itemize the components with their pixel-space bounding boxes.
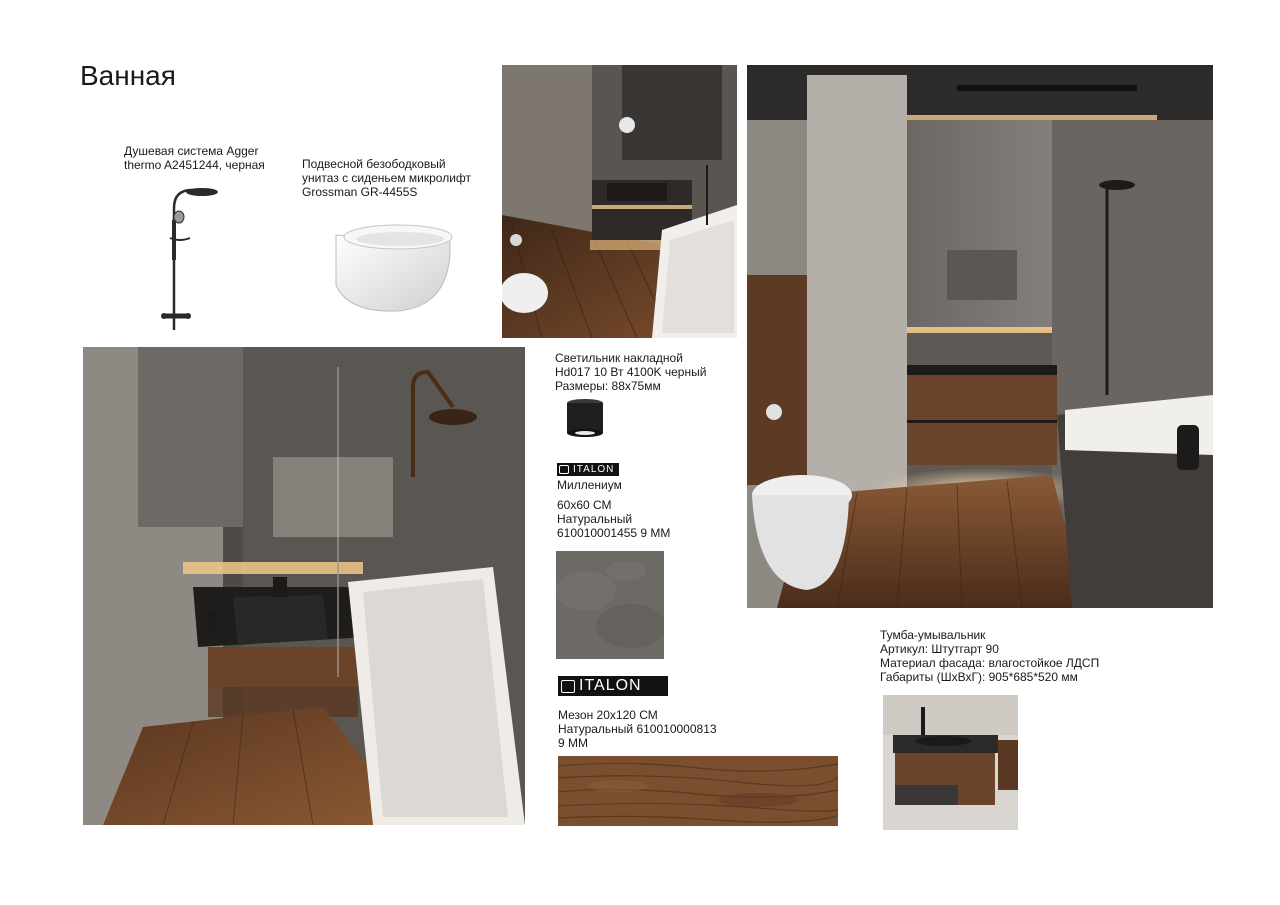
bathroom-render-side-view xyxy=(83,347,525,825)
tile1-article: 610010001455 9 ММ xyxy=(557,526,671,540)
lamp-caption-line-2: Hd017 10 Вт 4100K черный xyxy=(555,365,707,379)
vanity-material: Материал фасада: влагостойкое ЛДСП xyxy=(880,656,1100,670)
vanity-title: Тумба-умывальник xyxy=(880,628,986,642)
lamp-image xyxy=(560,395,610,440)
tile2-caption xyxy=(558,708,717,750)
tile1-size: 60х60 СМ xyxy=(557,498,612,512)
vanity-caption xyxy=(880,628,1099,684)
vanity-dimensions: Габариты (ШхВхГ): 905*685*520 мм xyxy=(880,670,1078,684)
tile1-finish: Натуральный xyxy=(557,512,633,526)
italon-mark-large-icon xyxy=(561,680,575,693)
vanity-image xyxy=(883,695,1018,830)
italon-logo-large xyxy=(558,676,668,696)
shower-caption-line-1: Душевая система Agger xyxy=(124,144,259,158)
tile2-name: Мезон 20х120 СМ xyxy=(558,708,658,722)
lamp-caption-line-3: Размеры: 88х75мм xyxy=(555,379,661,393)
shower-system-image xyxy=(150,180,220,335)
tile2-thickness: 9 ММ xyxy=(558,736,588,750)
toilet-caption-line-3: Grossman GR-4455S xyxy=(302,185,418,199)
shower-caption-line-2: thermo A2451244, черная xyxy=(124,158,265,172)
vanity-article: Артикул: Штутгарт 90 xyxy=(880,642,999,656)
bathroom-render-top-view xyxy=(502,65,737,338)
italon-logo-text: ITALON xyxy=(573,464,615,475)
tile1-caption xyxy=(557,478,670,540)
toilet-caption-line-2: унитаз с сиденьем микролифт xyxy=(302,171,472,185)
italon-mark-icon xyxy=(559,465,569,474)
tile1-swatch xyxy=(556,551,664,659)
italon-logo-large-text: ITALON xyxy=(579,677,642,694)
lamp-caption xyxy=(555,351,706,393)
tile2-article: Натуральный 610010000813 xyxy=(558,722,717,736)
bathroom-render-main-view xyxy=(747,65,1213,608)
page-title: Ванная xyxy=(80,60,176,91)
tile2-swatch xyxy=(558,756,838,826)
italon-logo xyxy=(557,463,619,476)
shower-caption xyxy=(124,144,265,172)
toilet-caption-line-1: Подвесной безободковый xyxy=(302,157,446,171)
toilet-caption xyxy=(302,157,471,199)
lamp-caption-line-1: Светильник накладной xyxy=(555,351,683,365)
tile1-name: Миллениум xyxy=(557,478,622,492)
toilet-image xyxy=(328,215,453,315)
